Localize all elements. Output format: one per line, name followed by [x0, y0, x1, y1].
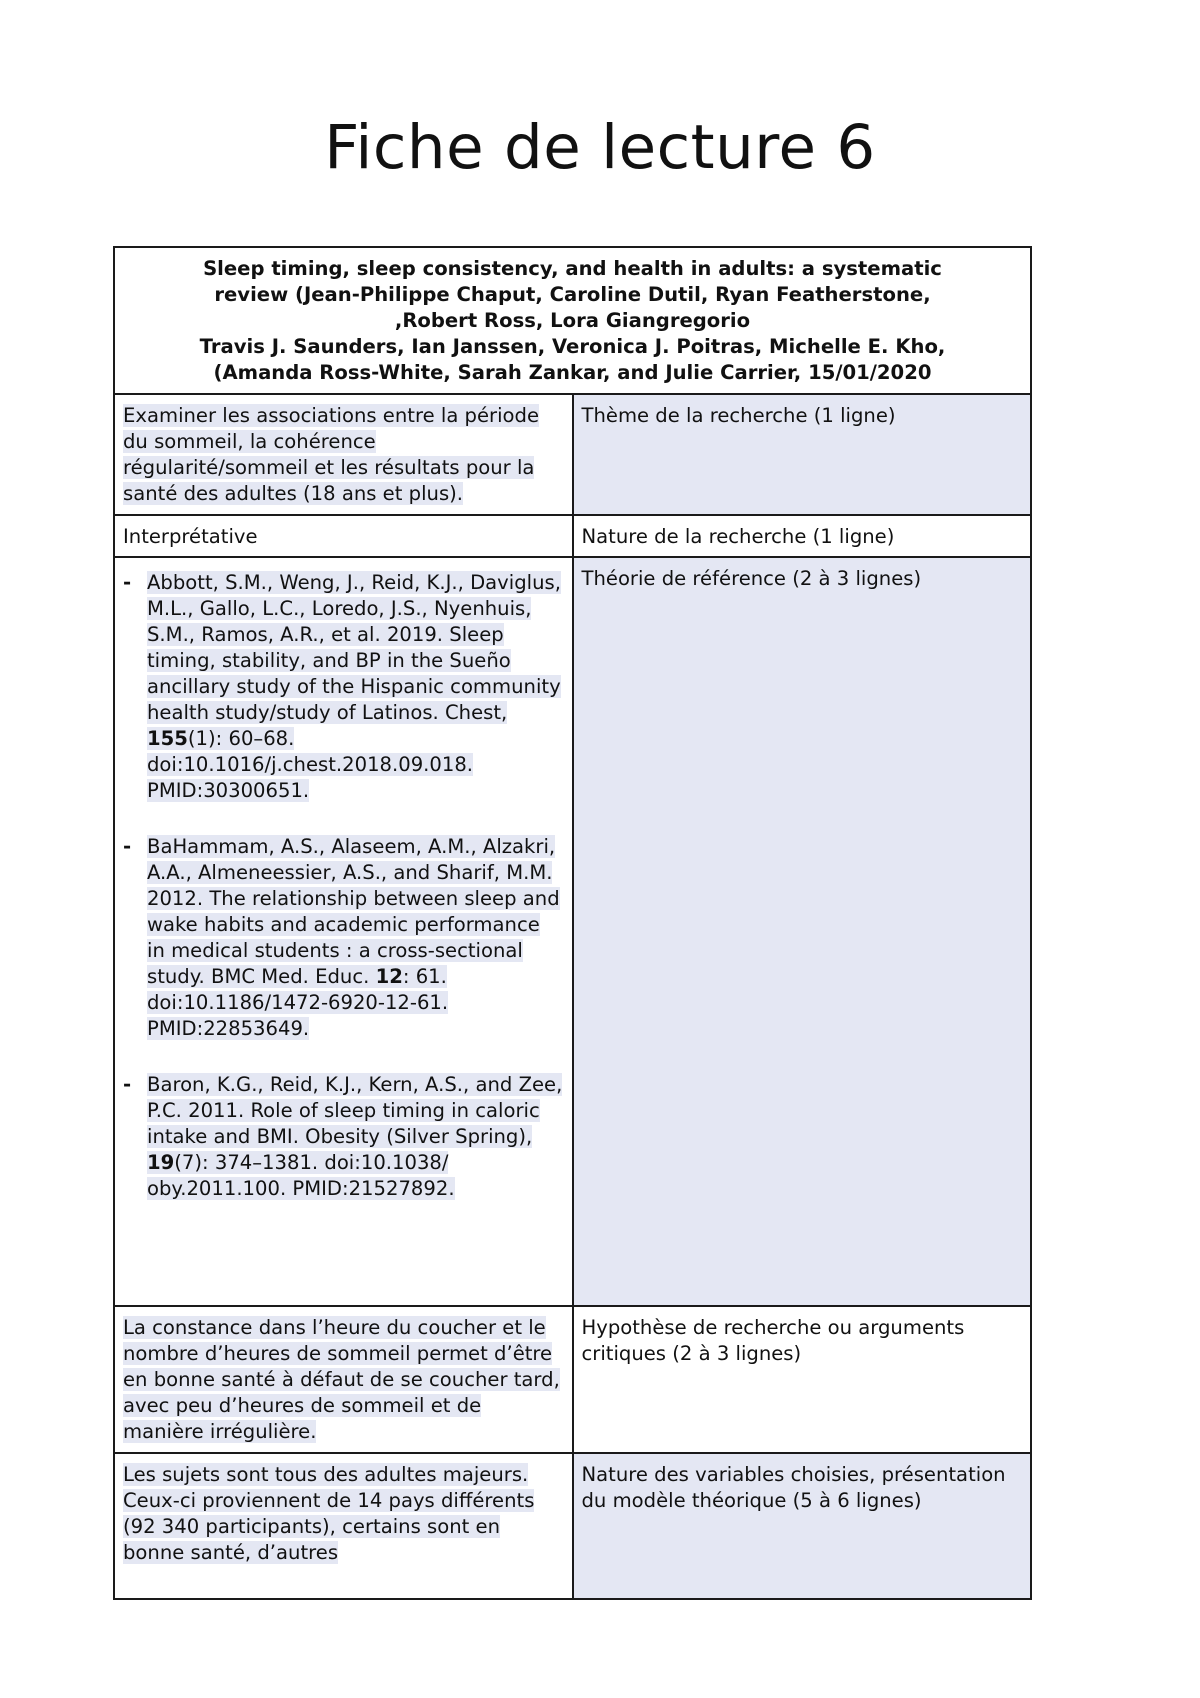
bullet-dash: -: [123, 1073, 132, 1096]
header-line-5: (Amanda Ross-White, Sarah Zankar, and Julie Carrier, 15/01/2020: [213, 361, 932, 384]
reference-text-end: (1): 60–68. doi:10.1016/j.chest.2018.09.018. PMID:30300651.: [147, 727, 474, 802]
page-title: Fiche de lecture 6: [324, 112, 876, 183]
theory-label: Théorie de référence (2 à 3 lignes): [581, 567, 922, 590]
variables-label: Nature des variables choisies, présentation du modèle théorique (5 à 6 lignes): [581, 1463, 1006, 1512]
theory-label-cell: [573, 557, 1032, 1306]
reference-text-end: (7): 374–1381. doi:10.1038/ oby.2011.100. PMID:21527892.: [147, 1151, 455, 1200]
reference-volume: 155: [147, 727, 188, 750]
row-theme: [114, 394, 1031, 515]
header-row: [114, 247, 1031, 394]
row-variables: [114, 1453, 1031, 1599]
hypothesis-label-cell: [573, 1306, 1032, 1453]
reference-text: BaHammam, A.S., Alaseem, A.M., Alzakri, A.A., Almeneessier, A.S., and Sharif, M.M. 2012. The relationship between sleep and wake habits and academic performance in medical students : a cross-sectional study. BMC Med. Educ.: [147, 835, 560, 988]
reading-sheet-table: [113, 246, 1032, 1600]
header-line-1: Sleep timing, sleep consistency, and health in adults: a systematic: [203, 257, 942, 280]
hypothesis-label: Hypothèse de recherche ou arguments critiques (2 à 3 lignes): [581, 1316, 965, 1365]
theme-label-cell: [573, 394, 1032, 515]
nature-label-cell: [573, 515, 1032, 557]
references-cell: [114, 557, 573, 1306]
variables-content-cell: [114, 1453, 573, 1599]
header-line-2: review (Jean-Philippe Chaput, Caroline Dutil, Ryan Featherstone,: [214, 283, 931, 306]
reference-item: [123, 1072, 564, 1202]
reference-item: [123, 834, 564, 1042]
reference-item: [123, 570, 564, 804]
theme-label: Thème de la recherche (1 ligne): [581, 404, 896, 427]
theme-content: Examiner les associations entre la période du sommeil, la cohérence régularité/sommeil et les résultats pour la santé des adultes (18 ans et plus).: [123, 404, 540, 505]
nature-label: Nature de la recherche (1 ligne): [581, 525, 895, 548]
nature-content: Interprétative: [123, 525, 258, 548]
hypothesis-content-cell: [114, 1306, 573, 1453]
bullet-dash: -: [123, 835, 132, 858]
reference-text: Abbott, S.M., Weng, J., Reid, K.J., Daviglus, M.L., Gallo, L.C., Loredo, J.S., Nyenhuis, S.M., Ramos, A.R., et al. 2019. Sleep timing, stability, and BP in the Sueño ancillary study of the Hispanic community health study/study of Latinos. Chest,: [147, 571, 561, 724]
row-nature: [114, 515, 1031, 557]
article-reference-header: [114, 247, 1031, 394]
variables-content-line-1: Les sujets sont tous des adultes majeurs.: [123, 1463, 529, 1486]
header-line-4: Travis J. Saunders, Ian Janssen, Veronica J. Poitras, Michelle E. Kho,: [199, 335, 946, 358]
reference-volume: 19: [147, 1151, 175, 1174]
bullet-dash: -: [123, 571, 132, 594]
reference-text-end: : 61. doi:10.1186/1472-6920-12-61. PMID:22853649.: [147, 965, 449, 1040]
hypothesis-content: La constance dans l’heure du coucher et le nombre d’heures de sommeil permet d’être en bonne santé à défaut de se coucher tard, avec peu d’heures de sommeil et de manière irrégulière.: [123, 1316, 560, 1443]
reference-list: [123, 570, 564, 1202]
reference-volume: 12: [375, 965, 403, 988]
variables-label-cell: [573, 1453, 1032, 1599]
nature-content-cell: [114, 515, 573, 557]
header-line-3: ,Robert Ross, Lora Giangregorio: [394, 309, 751, 332]
reference-text: Baron, K.G., Reid, K.J., Kern, A.S., and Zee, P.C. 2011. Role of sleep timing in caloric intake and BMI. Obesity (Silver Spring),: [147, 1073, 563, 1148]
row-hypothesis: [114, 1306, 1031, 1453]
variables-content-line-2: Ceux-ci proviennent de 14 pays différents (92 340 participants), certains sont en bonne santé, d’autres: [123, 1489, 535, 1564]
row-theory: [114, 557, 1031, 1306]
theme-content-cell: [114, 394, 573, 515]
